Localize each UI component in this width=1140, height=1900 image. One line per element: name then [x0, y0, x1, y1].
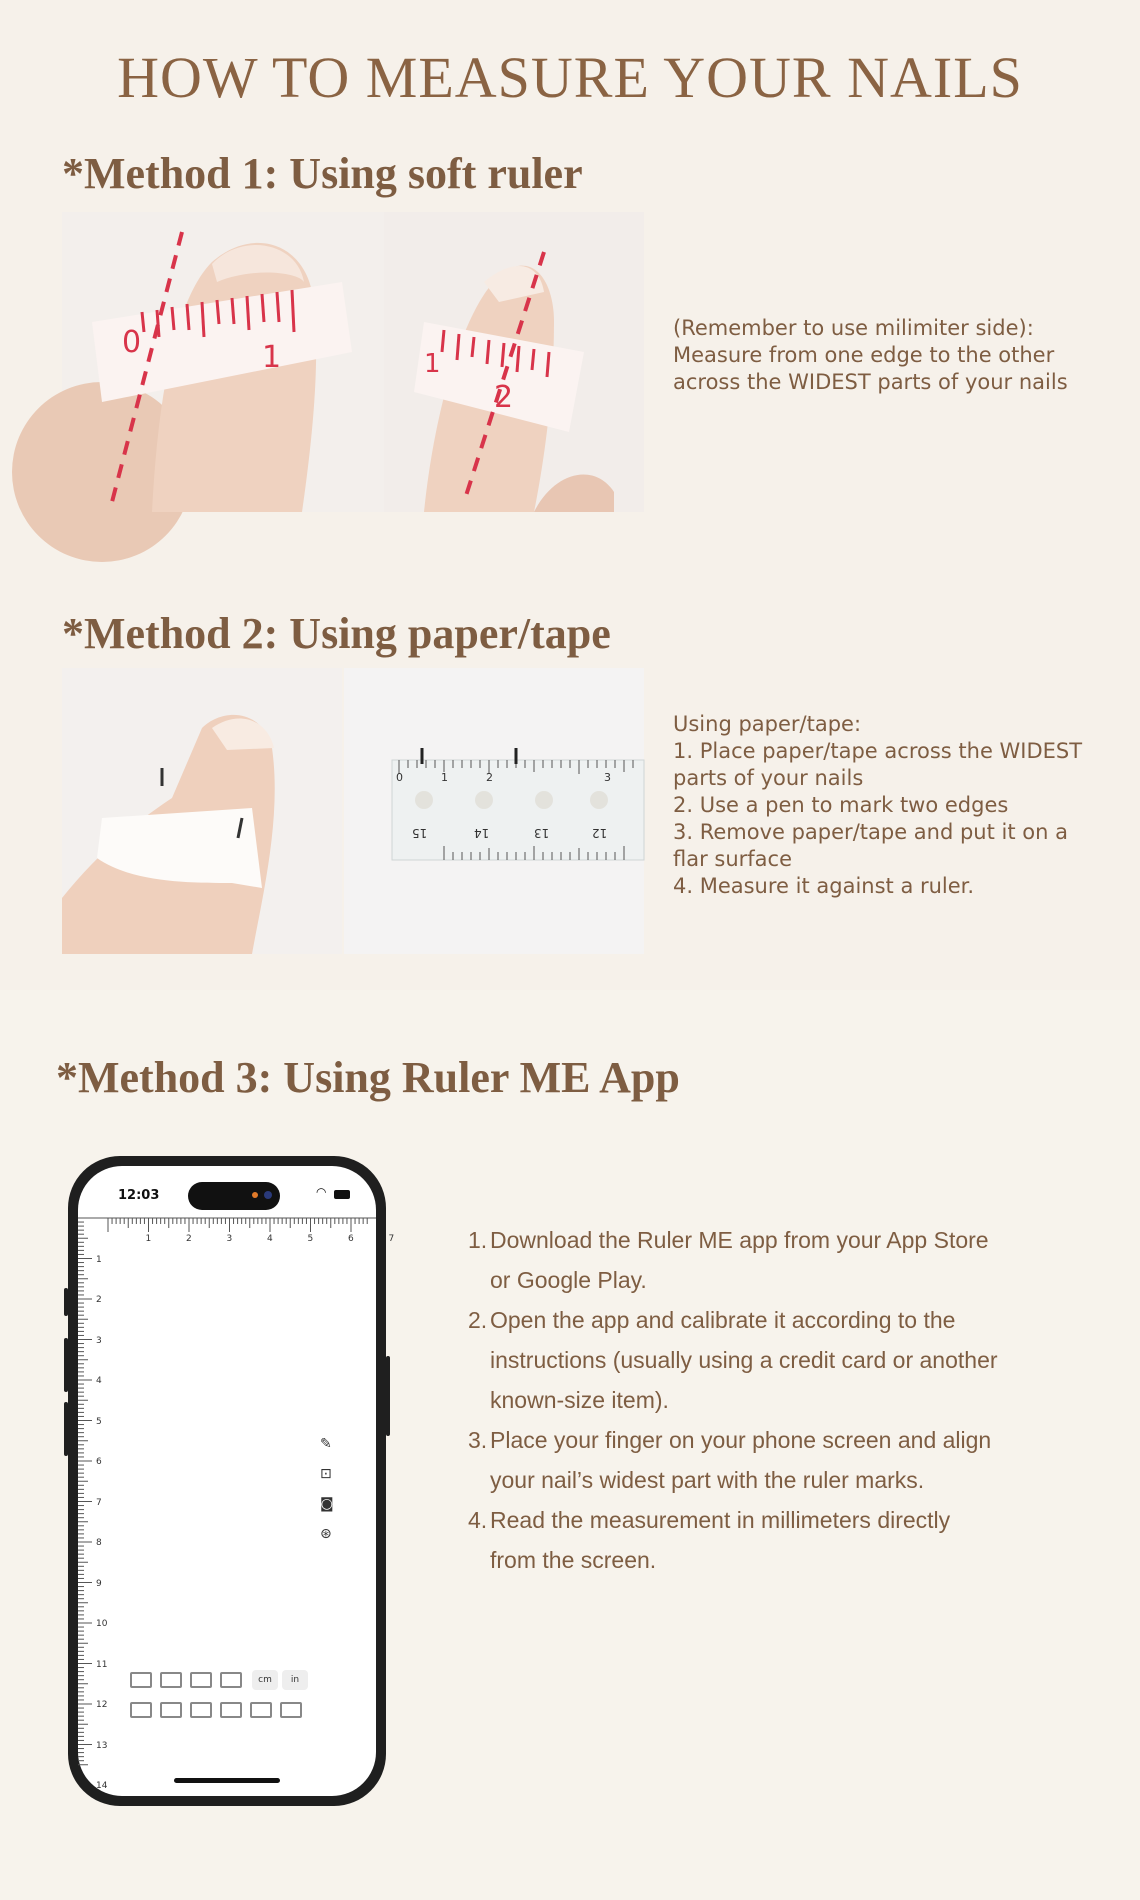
- side-ruler-label: 11: [96, 1659, 108, 1670]
- top-ruler-label: 2: [186, 1234, 192, 1244]
- step-number: 1.: [468, 1227, 488, 1253]
- method1-photo-left: [62, 212, 384, 512]
- method2-desc-line: parts of your nails: [673, 766, 864, 790]
- step-item: [468, 1220, 1108, 1300]
- method2-description: [673, 711, 1082, 900]
- method1-desc-line: across the WIDEST parts of your nails: [673, 370, 1068, 394]
- side-ruler-label: 8: [96, 1538, 102, 1548]
- method1-desc-line: (Remember to use milimiter side):: [673, 316, 1034, 340]
- svg-text:1: 1: [424, 349, 441, 379]
- top-ruler-label: 5: [307, 1234, 314, 1244]
- phone-mockup: [68, 1156, 395, 1806]
- step-text: Place your finger on your phone screen and align: [490, 1427, 992, 1453]
- shape-button[interactable]: [160, 1702, 182, 1718]
- unit-in-button[interactable]: in: [282, 1670, 308, 1690]
- method3-heading-app-name: Ruler ME: [401, 1053, 591, 1102]
- svg-text:2: 2: [494, 380, 514, 415]
- step-text: from the screen.: [490, 1547, 657, 1573]
- ruler-label: 3: [604, 771, 611, 784]
- phone-mute-switch: [64, 1288, 68, 1316]
- side-ruler-label: 3: [96, 1335, 102, 1346]
- shape-button[interactable]: [130, 1702, 152, 1718]
- side-ruler-label: 4: [96, 1376, 102, 1386]
- top-ruler-label: 7: [388, 1234, 395, 1244]
- ruler-label: 15: [412, 826, 428, 840]
- side-ruler-label: 6: [96, 1457, 102, 1467]
- method2-heading: *Method 2: Using paper/tape: [62, 609, 611, 658]
- page-title: HOW TO MEASURE YOUR NAILS: [117, 45, 1023, 110]
- step-number: 2.: [468, 1307, 488, 1333]
- edit-icon[interactable]: ✎: [320, 1436, 332, 1452]
- shape-button[interactable]: [190, 1672, 212, 1688]
- side-ruler-label: 13: [96, 1740, 108, 1751]
- top-ruler-label: 6: [348, 1234, 354, 1244]
- home-indicator: [174, 1778, 280, 1783]
- side-ruler-label: 2: [96, 1295, 102, 1305]
- method3-heading-post: App: [590, 1053, 680, 1102]
- step-item: [468, 1420, 1108, 1500]
- shape-button[interactable]: [250, 1702, 272, 1718]
- step-number: 3.: [468, 1427, 488, 1453]
- side-ruler-label: 1: [96, 1254, 102, 1265]
- method1-photo-right: [384, 212, 644, 512]
- svg-text:0: 0: [122, 325, 142, 360]
- phone-power-button: [386, 1356, 390, 1436]
- shape-button[interactable]: [220, 1702, 242, 1718]
- method2-photo-left: [62, 668, 342, 954]
- method2-desc-line: 3. Remove paper/tape and put it on a: [673, 820, 1068, 844]
- step-number: 4.: [468, 1507, 488, 1533]
- status-time: 12:03: [118, 1188, 160, 1203]
- step-text: Open the app and calibrate it according to the: [490, 1307, 956, 1333]
- side-ruler-label: 10: [96, 1619, 108, 1629]
- phone-screen: [78, 1166, 395, 1796]
- step-text: or Google Play.: [490, 1267, 647, 1293]
- method3-heading: [56, 1052, 680, 1103]
- shape-button[interactable]: [130, 1672, 152, 1688]
- top-ruler-label: 3: [226, 1234, 233, 1244]
- top-ruler-label: 1: [145, 1234, 152, 1244]
- method2-desc-line: 1. Place paper/tape across the WIDEST: [673, 739, 1083, 763]
- method1-heading: *Method 1: Using soft ruler: [62, 149, 583, 198]
- wifi-icon: ◠: [316, 1185, 327, 1199]
- method2-desc-line: 2. Use a pen to mark two edges: [673, 793, 1009, 817]
- step-item: [468, 1300, 1108, 1420]
- step-item: [468, 1500, 1108, 1580]
- step-text: instructions (usually using a credit card or another: [490, 1347, 998, 1373]
- lock-icon[interactable]: ⊡: [320, 1466, 332, 1482]
- method1-description: [673, 315, 1068, 396]
- ruler-label: 2: [486, 771, 493, 784]
- shape-button[interactable]: [220, 1672, 242, 1688]
- method3-steps: [468, 1220, 1108, 1580]
- ruler-label: 13: [534, 826, 550, 840]
- settings-icon[interactable]: ⊛: [320, 1526, 332, 1542]
- svg-text:1: 1: [262, 340, 282, 375]
- top-ruler-label: 4: [267, 1234, 273, 1244]
- method3-heading-pre: *Method 3: Using: [56, 1053, 402, 1102]
- side-ruler-label: 5: [96, 1416, 102, 1427]
- ruler-label: 1: [441, 771, 448, 784]
- method2-desc-line: 4. Measure it against a ruler.: [673, 874, 975, 898]
- method2-desc-line: Using paper/tape:: [673, 712, 862, 736]
- step-text: known-size item).: [490, 1387, 669, 1413]
- shape-button[interactable]: [160, 1672, 182, 1688]
- side-ruler-label: 9: [96, 1578, 102, 1589]
- unit-cm-button[interactable]: cm: [252, 1670, 278, 1690]
- ruler-label: 12: [592, 826, 608, 840]
- camera-icon[interactable]: ◙: [320, 1496, 334, 1512]
- ruler-label: 14: [474, 826, 490, 840]
- method2-desc-line: flar surface: [673, 847, 793, 871]
- method2-photo-right: [344, 668, 644, 954]
- shape-button[interactable]: [190, 1702, 212, 1718]
- step-text: Download the Ruler ME app from your App Store: [490, 1227, 989, 1253]
- step-text: Read the measurement in millimeters directly: [490, 1507, 951, 1533]
- side-ruler-label: 7: [96, 1497, 102, 1508]
- side-ruler-label: 12: [96, 1700, 108, 1710]
- side-ruler-label: 14: [96, 1781, 108, 1791]
- phone-volume-up: [64, 1338, 68, 1392]
- shape-button[interactable]: [280, 1702, 302, 1718]
- step-text: your nail’s widest part with the ruler marks.: [490, 1467, 925, 1493]
- phone-volume-down: [64, 1402, 68, 1456]
- ruler-label: 0: [396, 771, 403, 784]
- method1-desc-line: Measure from one edge to the other: [673, 343, 1055, 367]
